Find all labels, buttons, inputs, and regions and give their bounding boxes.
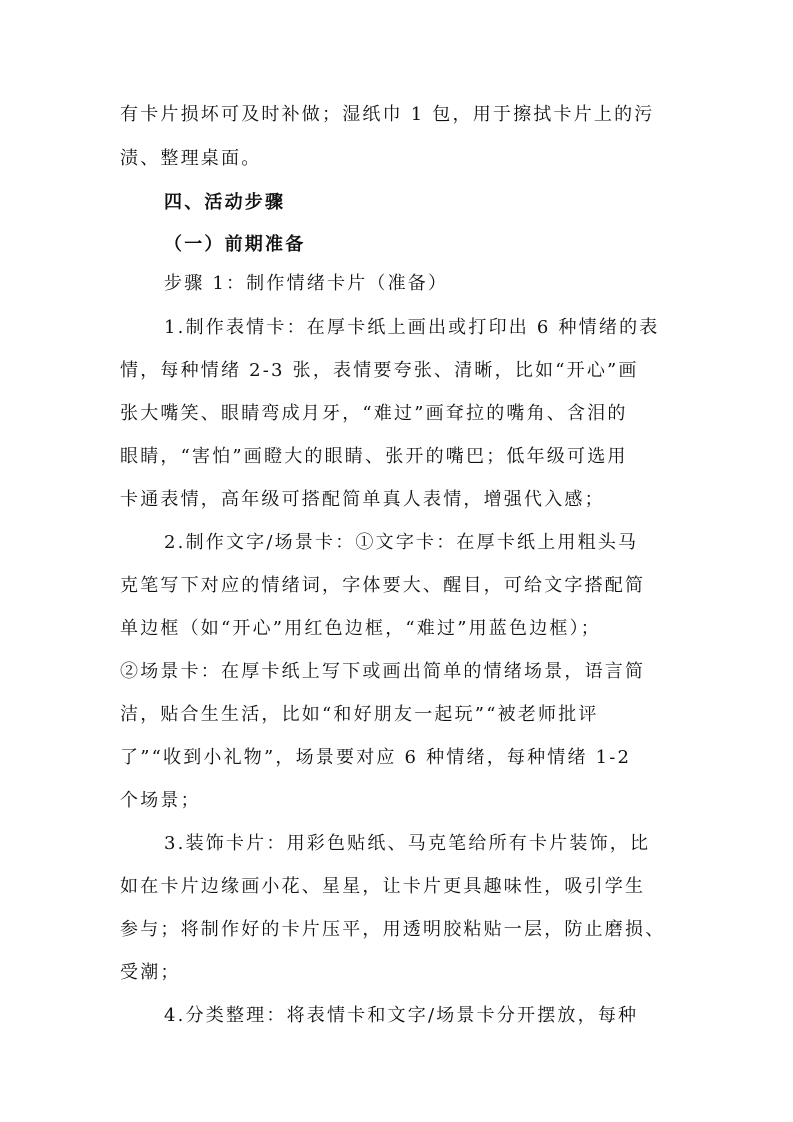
text-line: 了”“收到小礼物”，场景要对应 6 种情绪，每种情绪 1-2	[120, 747, 632, 768]
text-line: 有卡片损坏可及时补做；湿纸巾 1 包，用于擦拭卡片上的污	[120, 104, 655, 125]
text-line: 渍、整理桌面。	[120, 148, 262, 169]
text-line: 眼睛，“害怕”画瞪大的眼睛、张开的嘴巴；低年级可选用	[120, 446, 628, 467]
text-line: 情，每种情绪 2-3 张，表情要夸张、清晰，比如“开心”画	[120, 360, 639, 381]
text-line: 参与；将制作好的卡片压平，用透明胶粘贴一层，防止磨损、	[120, 919, 666, 940]
text-line: 克笔写下对应的情绪词，字体要大、醒目，可给文字搭配简	[120, 575, 646, 596]
text-line: 1.制作表情卡：在厚卡纸上画出或打印出 6 种情绪的表	[164, 317, 660, 338]
text-line: 4.分类整理：将表情卡和文字/场景卡分开摆放，每种	[164, 1005, 639, 1026]
subsection-heading: （一）前期准备	[164, 234, 306, 255]
text-line: 张大嘴笑、眼睛弯成月牙，“难过”画耷拉的嘴角、含泪的	[120, 403, 628, 424]
text-line: 洁，贴合生生活，比如“和好朋友一起玩”“被老师批评	[120, 704, 599, 725]
text-line: ②场景卡：在厚卡纸上写下或画出简单的情绪场景，语言简	[120, 661, 646, 682]
step-title: 步骤 1：制作情绪卡片（准备）	[164, 273, 449, 294]
text-line: 卡通表情，高年级可搭配简单真人表情，增强代入感；	[120, 489, 605, 510]
text-line: 2.制作文字/场景卡：①文字卡：在厚卡纸上用粗头马	[164, 532, 639, 553]
text-line: 单边框（如“开心”用红色边框，“难过”用蓝色边框）；	[120, 618, 602, 639]
text-line: 个场景；	[120, 790, 201, 811]
section-heading: 四、活动步骤	[164, 192, 286, 213]
text-line: 3.装饰卡片：用彩色贴纸、马克笔给所有卡片装饰，比	[164, 833, 651, 854]
text-line: 如在卡片边缘画小花、星星，让卡片更具趣味性，吸引学生	[120, 876, 646, 897]
text-line: 受潮；	[120, 962, 181, 983]
